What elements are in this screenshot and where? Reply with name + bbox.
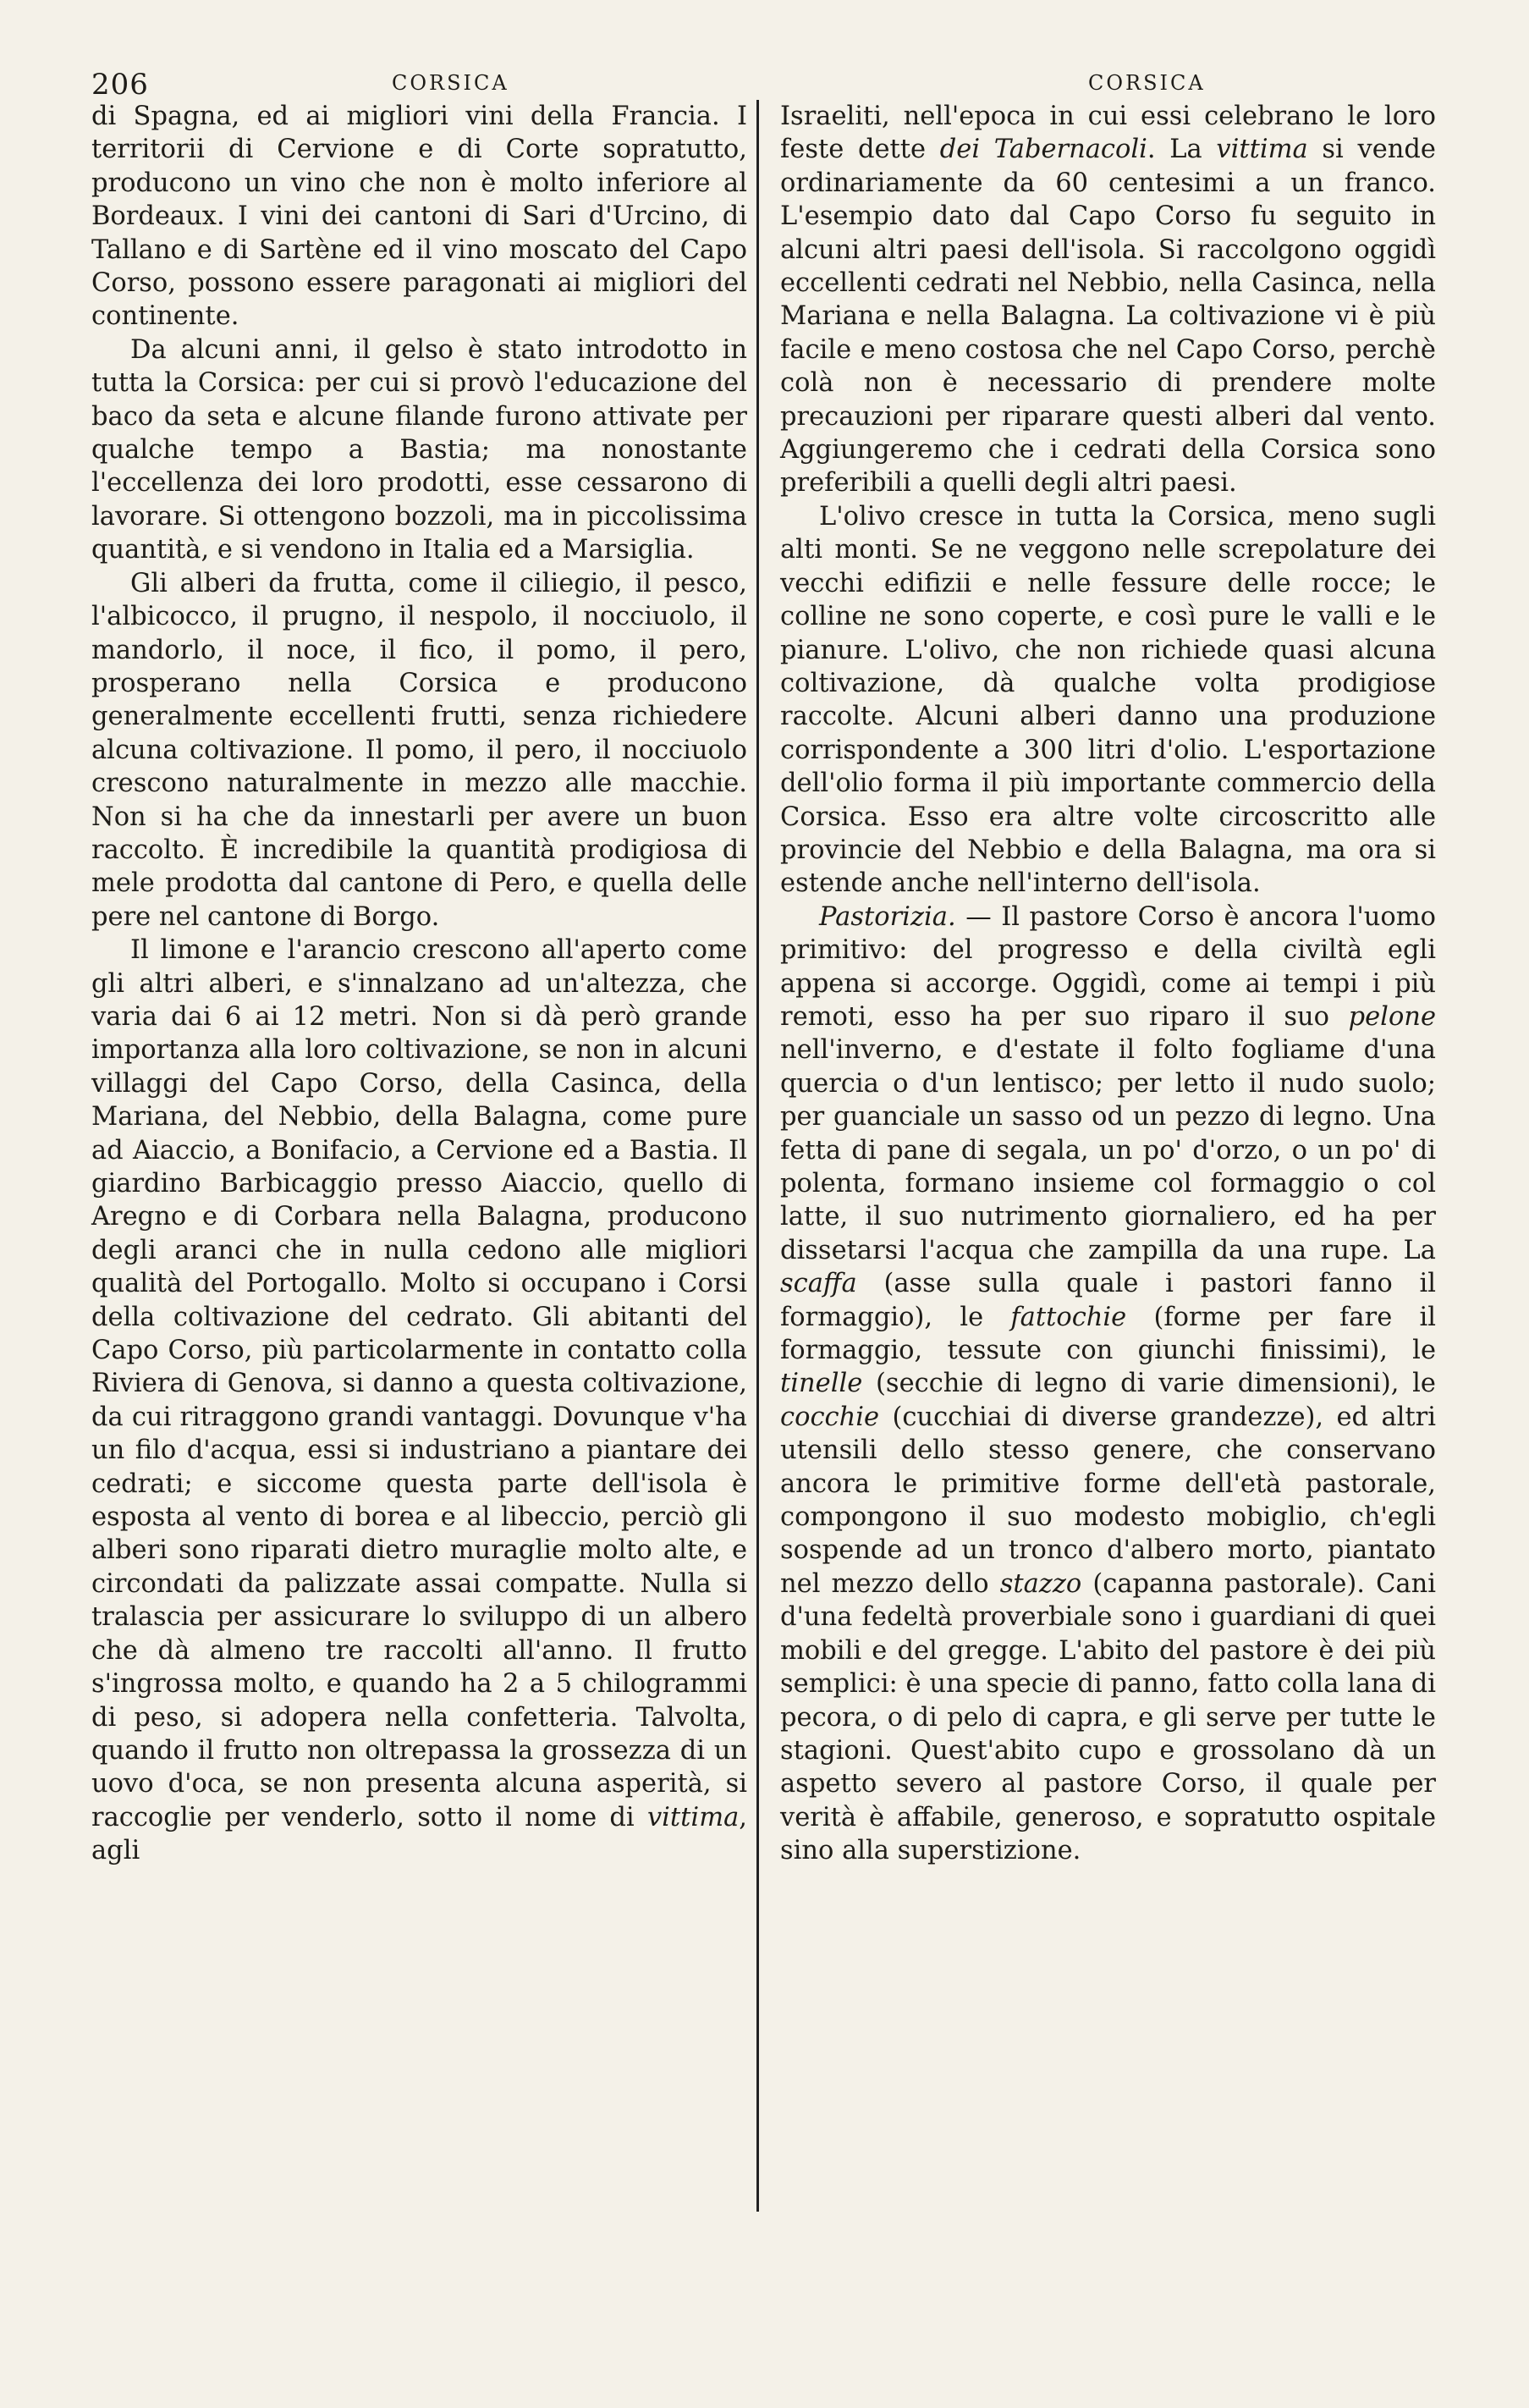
pastorizia-text-c: (asse sulla quale i pastori fanno il formaggio), le bbox=[780, 1269, 1436, 1332]
term-fattochie: fattochie bbox=[1010, 1302, 1127, 1332]
column-divider bbox=[756, 100, 759, 2212]
citron-text-b: . La bbox=[1147, 135, 1202, 165]
citron-text-a: Israeliti, nell'epoca in cui essi celebrano le loro feste dette bbox=[780, 102, 1436, 165]
paragraph-mulberry: Da alcuni anni, il gelso è stato introdotto in tutta la Corsica: per cui si provò l'educazione del baco da seta e alcune filande furono attivate per qualche tempo a Bastia; ma nonostante l'eccellenza dei loro prodotti, esse cessarono di lavorare. Si ottengono bozzoli, ma in piccolissima quantità, e si vendono in Italia ed a Marsiglia. bbox=[91, 334, 747, 565]
pastorizia-text-g: (capanna pastorale). Cani d'una fedeltà proverbiale sono i guardiani di quei mobili e del gregge. L'abito del pastore è dei più semplici: è una specie di panno, fatto colla lana di pecora, o di pelo di capra, e gli serve per tutte le stagioni. Quest'abito cupo e grossolano dà un aspetto severo al pastore Corso, il quale per verità è affabile, generoso, e sopratutto ospitale sino alla superstizione. bbox=[780, 1568, 1436, 1866]
running-head-left: CORSICA bbox=[392, 71, 509, 95]
right-column bbox=[780, 100, 1436, 1868]
term-stazzo: stazzo bbox=[999, 1568, 1082, 1599]
term-tinelle: tinelle bbox=[780, 1369, 863, 1399]
running-head-right: CORSICA bbox=[1088, 71, 1206, 95]
term-pelone: pelone bbox=[1348, 1001, 1436, 1032]
term-scaffa: scaffa bbox=[780, 1269, 857, 1299]
term-cocchie: cocchie bbox=[780, 1402, 880, 1432]
pastorizia-text-b: nell'inverno, e d'estate il folto fogliame d'una quercia o d'un lentisco; per letto il nudo suolo; per guanciale un sasso od un pezzo di legno. Una fetta di pane di segala, un po' d'orzo, o un po' di polenta, formano insieme col formaggio o col latte, il suo nutrimento giornaliero, ed ha per dissetarsi l'acqua che zampilla da una rupe. La bbox=[780, 1035, 1436, 1265]
paragraph-pastorizia bbox=[780, 901, 1436, 1868]
page-header bbox=[91, 68, 1479, 102]
pastorizia-text-f: (cucchiai di diverse grandezze), ed altri utensili dello stesso genere, che conservano ancora le primitive forme dell'età pastorale, compongono il suo modesto mobiglio, ch'egli sospende ad un tronco d'albero morto, piantato nel mezzo dello bbox=[780, 1402, 1436, 1599]
left-column bbox=[91, 100, 747, 1868]
pastorizia-text-d: (forme per fare il formaggio, tessute con giunchi finissimi), le bbox=[780, 1302, 1436, 1366]
term-vittima: vittima bbox=[646, 1802, 740, 1832]
paragraph-citron-cont bbox=[780, 100, 1436, 500]
citrus-text: Il limone e l'arancio crescono all'aperto come gli altri alberi, e s'innalzano ad un'altezza, che varia dai 6 ai 12 metri. Non si dà però grande importanza alla loro coltivazione, se non in alcuni villaggi del Capo Corso, della Casinca, della Mariana, del Nebbio, della Balagna, come pure ad Aiaccio, a Bonifacio, a Cervione ed a Bastia. Il giardino Barbicaggio presso Aiaccio, quello di Aregno e di Corbara nella Balagna, producono degli aranci che in nulla cedono alle migliori qualità del Portogallo. Molto si occupano i Corsi della coltivazione del cedrato. Gli abitanti del Capo Corso, più particolarmente in contatto colla Riviera di Genova, si danno a questa coltivazione, da cui ritraggono grandi vantaggi. Dovunque v'ha un filo d'acqua, essi si industriano a piantare dei cedrati; e siccome questa parte dell'isola è esposta al vento di borea e al libeccio, perciò gli alberi sono riparati dietro muraglie molto alte, e circondati da palizzate assai compatte. Nulla si tralascia per assicurare lo sviluppo di un albero che dà almeno tre raccolti all'anno. Il frutto s'ingrossa molto, e quando ha 2 a 5 chilogrammi di peso, si adopera nella confetteria. Talvolta, quando il frutto non oltrepassa la grossezza di un uovo d'oca, se non presenta alcuna asperità, si raccoglie per venderlo, sotto il nome di bbox=[91, 935, 747, 1832]
pastorizia-text-a: — Il pastore Corso è ancora l'uomo primitivo: del progresso e della civiltà egli appena si accorge. Oggidì, come ai tempi i più remoti, esso ha per suo riparo il suo bbox=[780, 901, 1437, 1032]
term-vittima-2: vittima bbox=[1216, 135, 1308, 165]
pastorizia-text-e: (secchie di legno di varie dimensioni), le bbox=[876, 1369, 1436, 1399]
page-number: 206 bbox=[91, 68, 149, 102]
paragraph-wine: di Spagna, ed ai migliori vini della Francia. I territorii di Cervione e di Corte sopratutto, producono un vino che non è molto inferiore al Bordeaux. I vini dei cantoni di Sari d'Urcino, di Tallano e di Sartène ed il vino moscato del Capo Corso, possono essere paragonati ai migliori del continente. bbox=[91, 102, 747, 332]
section-heading-pastorizia: Pastorizia. bbox=[819, 901, 956, 932]
paragraph-citrus bbox=[91, 934, 747, 1867]
paragraph-fruit-trees: Gli alberi da frutta, come il ciliegio, il pesco, l'albicocco, il prugno, il nespolo, il nocciuolo, il mandorlo, il noce, il fico, il pomo, il pero, prosperano nella Corsica e producono generalmente eccellenti frutti, senza richiedere alcuna coltivazione. Il pomo, il pero, il nocciuolo crescono naturalmente in mezzo alle macchie. Non si ha che da innestarli per avere un buon raccolto. È incredibile la quantità prodigiosa di mele prodotta dal cantone di Pero, e quella delle pere nel cantone di Borgo. bbox=[91, 568, 747, 932]
paragraph-olive: L'olivo cresce in tutta la Corsica, meno sugli alti monti. Se ne veggono nelle screpolature dei vecchi edifizii e nelle fessure delle rocce; le colline ne sono coperte, e così pure le valli e le pianure. L'olivo, che non richiede quasi alcuna coltivazione, dà qualche volta prodigiose raccolte. Alcuni alberi danno una produzione corrispondente a 300 litri d'olio. L'esportazione dell'olio forma il più importante commercio della Corsica. Esso era altre volte circoscritto alle provincie del Nebbio e della Balagna, ma ora si estende anche nell'interno dell'isola. bbox=[780, 501, 1436, 899]
citron-text-c: si vende ordinariamente da 60 centesimi a un franco. L'esempio dato dal Capo Corso fu seguito in alcuni altri paesi dell'isola. Si raccolgono oggidì eccellenti cedrati nel Nebbio, nella Casinca, nella Mariana e nella Balagna. La coltivazione vi è più facile e meno costosa che nel Capo Corso, perchè colà non è necessario di prendere molte precauzioni per riparare questi alberi dal vento. Aggiungeremo che i cedrati della Corsica sono preferibili a quelli degli altri paesi. bbox=[780, 135, 1436, 499]
term-tabernacoli: dei Tabernacoli bbox=[939, 135, 1147, 165]
citrus-text-end: , agli bbox=[91, 1802, 747, 1866]
